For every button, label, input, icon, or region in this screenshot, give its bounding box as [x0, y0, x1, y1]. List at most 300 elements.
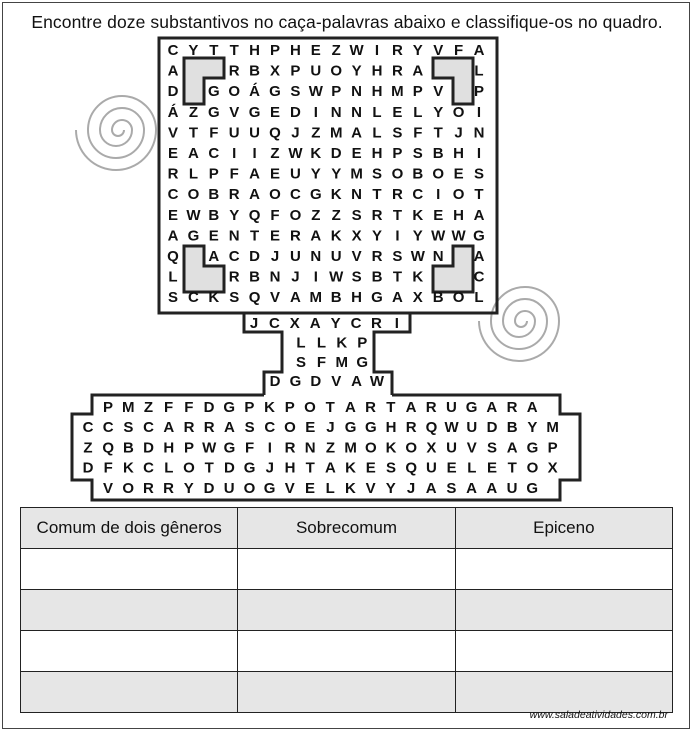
grid-letter: X: [269, 62, 281, 80]
grid-letter: Q: [269, 124, 281, 142]
grid-letter: A: [208, 248, 220, 265]
grid-letter: E: [433, 206, 444, 224]
grid-letter: L: [467, 459, 477, 477]
grid-letter: L: [325, 479, 335, 497]
grid-letter: G: [465, 399, 478, 416]
grid-letter: A: [289, 289, 301, 307]
grid-letter: Y: [371, 227, 383, 245]
instruction-text: Encontre doze substantivos no caça-palavras abaixo e classifique-os no quadro.: [31, 12, 663, 32]
grid-letter: C: [412, 186, 424, 204]
grid-letter: D: [203, 399, 215, 416]
grid-letter: Y: [183, 479, 194, 497]
grid-letter: H: [284, 459, 296, 477]
grid-letter: L: [372, 103, 382, 121]
grid-letter: R: [167, 165, 179, 183]
grid-letter: R: [228, 62, 240, 80]
spiral-decoration-right: [479, 287, 559, 361]
grid-letter: P: [357, 334, 368, 352]
grid-letter: L: [413, 103, 423, 121]
table-row: [21, 590, 673, 631]
grid-letter: X: [412, 289, 423, 307]
grid-letter: P: [290, 62, 301, 80]
grid-letter: W: [202, 439, 217, 457]
table-cell[interactable]: [455, 631, 672, 672]
grid-letter: A: [412, 62, 424, 80]
grid-letter: P: [269, 42, 281, 59]
table-cell[interactable]: [21, 549, 238, 590]
grid-letter: H: [371, 62, 383, 80]
grid-letter: S: [392, 124, 403, 142]
grid-letter: U: [223, 479, 235, 497]
grid-letter: O: [526, 459, 539, 477]
grid-letter: D: [223, 459, 235, 477]
grid-letter: S: [229, 289, 240, 307]
grid-letter: R: [163, 479, 175, 497]
table-cell[interactable]: [21, 672, 238, 713]
grid-letter: T: [392, 206, 402, 224]
grid-letter: M: [309, 289, 323, 307]
grid-letter: W: [369, 373, 385, 391]
grid-letter: Y: [527, 419, 538, 437]
grid-letter: I: [476, 103, 482, 121]
grid-letter: C: [143, 459, 155, 477]
grid-letter: D: [486, 419, 498, 437]
grid-letter: D: [269, 373, 281, 391]
grid-letter: S: [412, 145, 423, 162]
grid-letter: F: [103, 459, 113, 477]
grid-letter: G: [309, 186, 322, 204]
grid-letter: B: [122, 439, 134, 457]
grid-letter: G: [187, 227, 200, 245]
grid-letter: K: [344, 479, 356, 497]
grid-letter: Y: [351, 62, 362, 80]
grid-letter: O: [432, 165, 445, 183]
grid-letter: S: [295, 353, 307, 371]
grid-letter: S: [123, 419, 134, 437]
grid-letter: O: [304, 399, 316, 416]
grid-letter: J: [326, 419, 335, 437]
grid-letter: J: [249, 315, 259, 332]
grid-letter: G: [269, 83, 281, 101]
grid-letter: A: [249, 186, 261, 204]
grid-letter: R: [142, 479, 154, 497]
grid-letter: S: [167, 289, 179, 307]
grid-letter: M: [391, 83, 404, 101]
grid-letter: I: [395, 227, 400, 245]
grid-letter: A: [187, 145, 199, 162]
grid-letter: E: [269, 103, 281, 121]
grid-letter: Y: [331, 165, 342, 183]
grid-letter: R: [228, 186, 240, 204]
grid-letter: V: [466, 439, 477, 457]
grid-letter: V: [102, 479, 114, 497]
grid-letter: A: [506, 439, 518, 457]
grid-letter: K: [345, 459, 357, 477]
grid-letter: E: [351, 145, 362, 162]
grid-letter: D: [82, 459, 94, 477]
grid-letter: U: [330, 248, 342, 265]
grid-letter: W: [329, 268, 344, 286]
grid-letter: C: [102, 419, 114, 437]
grid-letter: T: [209, 42, 219, 59]
grid-letter: D: [249, 248, 261, 265]
grid-letter: G: [207, 103, 220, 121]
grid-letter: P: [392, 145, 403, 162]
grid-letter: S: [371, 165, 383, 183]
grid-letter: K: [310, 145, 322, 162]
grid-letter: I: [232, 145, 237, 162]
grid-letter: V: [284, 479, 295, 497]
grid-letter: W: [410, 248, 425, 265]
grid-letter: A: [167, 62, 179, 80]
grid-letter: I: [374, 42, 380, 59]
grid-letter: K: [208, 289, 220, 307]
grid-letter: N: [351, 83, 363, 101]
grid-letter: H: [453, 145, 465, 162]
grid-letter: R: [405, 419, 417, 437]
grid-letter: N: [269, 268, 281, 286]
grid-letter: D: [330, 145, 342, 162]
grid-letter: D: [310, 373, 322, 391]
grid-letter: G: [223, 439, 236, 457]
grid-letter: B: [249, 62, 261, 80]
grid-letter: A: [425, 479, 437, 497]
grid-letter: H: [163, 439, 175, 457]
grid-letter: X: [289, 315, 300, 332]
grid-letter: E: [304, 479, 316, 497]
grid-letter: K: [330, 227, 342, 245]
grid-letter: G: [364, 419, 377, 437]
grid-letter: P: [412, 83, 423, 101]
grid-letter: C: [350, 315, 362, 332]
grid-letter: K: [412, 206, 424, 224]
grid-letter: G: [223, 399, 236, 416]
grid-letter: R: [370, 315, 382, 332]
table-cell[interactable]: [455, 672, 672, 713]
grid-letter: Z: [325, 439, 335, 457]
grid-letter: F: [316, 353, 326, 371]
grid-letter: G: [356, 353, 369, 371]
grid-letter: R: [228, 268, 240, 286]
grid-letter: P: [331, 83, 342, 101]
table-cell[interactable]: [455, 590, 672, 631]
grid-letter: F: [184, 399, 194, 416]
grid-letter: G: [263, 479, 276, 497]
grid-letter: B: [412, 165, 424, 183]
grid-letter: L: [474, 62, 484, 80]
grid-letter: R: [371, 206, 383, 224]
grid-letter: R: [425, 399, 437, 416]
grid-letter: S: [446, 479, 457, 497]
grid-letter: D: [143, 439, 155, 457]
grid-letter: E: [167, 206, 179, 224]
grid-letter: O: [228, 83, 241, 101]
grid-letter: N: [228, 227, 240, 245]
grid-letter: E: [365, 459, 376, 477]
grid-letter: K: [385, 439, 397, 457]
grid-letter: I: [267, 439, 272, 457]
grid-letter: M: [344, 439, 357, 457]
grid-letter: M: [350, 165, 363, 183]
grid-letter: P: [183, 439, 195, 457]
grid-letter: C: [473, 268, 485, 286]
grid-letter: M: [546, 419, 559, 437]
grid-letter: B: [432, 289, 444, 307]
grid-letter: W: [288, 145, 303, 162]
grid-letter: D: [167, 83, 179, 101]
grid-letter: M: [335, 353, 349, 371]
grid-letter: M: [329, 124, 343, 142]
grid-letter: F: [229, 165, 239, 183]
grid-letter: A: [486, 399, 498, 416]
grid-letter: C: [208, 145, 220, 162]
grid-letter: O: [284, 419, 296, 437]
grid-letter: G: [371, 289, 383, 307]
table-cell[interactable]: [21, 631, 238, 672]
grid-letter: A: [223, 419, 235, 437]
grid-letter: F: [413, 124, 423, 142]
grid-letter: A: [310, 227, 322, 245]
grid-letter: O: [452, 289, 465, 307]
grid-letter: R: [284, 439, 296, 457]
grid-letter: V: [351, 248, 362, 265]
grid-letter: I: [252, 145, 257, 162]
grid-letter: E: [453, 165, 464, 183]
grid-letter: Y: [412, 227, 423, 245]
grid-letter: V: [269, 289, 281, 307]
grid-letter: C: [143, 419, 155, 437]
grid-letter: H: [453, 206, 465, 224]
grid-letter: K: [122, 459, 134, 477]
grid-letter: R: [391, 186, 403, 204]
grid-letter: S: [351, 206, 362, 224]
letter-grid: [83, 42, 559, 497]
header-comum-de-dois-generos: Comum de dois gêneros: [21, 508, 238, 549]
table-cell[interactable]: [238, 672, 455, 713]
grid-letter: R: [371, 248, 383, 265]
grid-letter: O: [405, 439, 418, 457]
grid-letter: M: [121, 399, 135, 416]
grid-letter: U: [445, 399, 457, 416]
grid-letter: B: [208, 186, 220, 204]
grid-letter: W: [308, 83, 323, 101]
grid-letter: Y: [229, 206, 240, 224]
grid-letter: U: [506, 479, 518, 497]
grid-letter: B: [330, 289, 342, 307]
grid-letter: O: [391, 165, 404, 183]
grid-letter: E: [305, 419, 316, 437]
grid-letter: C: [167, 42, 179, 59]
grid-letter: K: [412, 268, 424, 286]
grid-letter: C: [268, 315, 280, 332]
grid-letter: A: [405, 399, 417, 416]
table-cell[interactable]: [21, 590, 238, 631]
grid-letter: N: [310, 248, 322, 265]
grid-letter: W: [431, 227, 446, 245]
grid-letter: U: [446, 439, 458, 457]
grid-letter: H: [249, 42, 261, 59]
grid-letter: T: [386, 399, 396, 416]
header-sobrecomum: Sobrecomum: [238, 508, 455, 549]
grid-letter: Y: [433, 103, 444, 121]
grid-letter: R: [391, 62, 403, 80]
grid-letter: F: [454, 42, 464, 59]
grid-letter: W: [186, 206, 201, 224]
grid-letter: V: [331, 373, 342, 391]
grid-letter: R: [365, 399, 377, 416]
grid-letter: K: [330, 186, 342, 204]
grid-letter: A: [249, 165, 261, 183]
grid-letter: S: [473, 165, 485, 183]
grid-letter: E: [486, 459, 498, 477]
grid-letter: F: [209, 124, 219, 142]
grid-letter: Á: [249, 83, 261, 101]
grid-letter: K: [336, 334, 348, 352]
grid-letter: G: [207, 83, 220, 101]
grid-letter: H: [371, 83, 383, 101]
table-header-row: [21, 508, 673, 549]
grid-letter: J: [265, 459, 274, 477]
grid-letter: A: [473, 42, 485, 59]
grid-letter: T: [392, 268, 402, 286]
grid-letter: P: [208, 165, 219, 183]
grid-letter: E: [446, 459, 457, 477]
grid-letter: D: [203, 479, 215, 497]
grid-letter: G: [289, 373, 302, 391]
table-cell[interactable]: [455, 549, 672, 590]
grid-letter: R: [391, 42, 403, 59]
grid-letter: A: [351, 373, 363, 391]
grid-letter: G: [473, 227, 485, 245]
grid-letter: F: [270, 206, 280, 224]
grid-letter: P: [547, 439, 558, 457]
grid-letter: A: [351, 124, 363, 142]
grid-letter: O: [269, 186, 281, 204]
grid-letter: J: [406, 479, 416, 497]
grid-letter: S: [392, 248, 403, 265]
grid-letter: H: [351, 289, 363, 307]
grid-letter: R: [506, 399, 518, 416]
grid-letter: U: [466, 419, 478, 437]
grid-letter: Q: [405, 459, 418, 477]
grid-letter: I: [476, 145, 482, 162]
grid-letter: P: [102, 399, 114, 416]
grid-letter: H: [289, 42, 301, 59]
grid-letter: U: [289, 248, 301, 265]
grid-letter: R: [183, 419, 195, 437]
grid-letter: U: [289, 165, 301, 183]
grid-letter: Z: [331, 206, 341, 224]
grid-letter: Á: [167, 103, 179, 121]
grid-letter: Z: [188, 103, 198, 121]
grid-letter: B: [371, 268, 383, 286]
grid-letter: C: [167, 186, 179, 204]
grid-letter: V: [229, 103, 240, 121]
grid-letter: A: [526, 399, 538, 416]
grid-letter: I: [313, 268, 318, 286]
grid-letter: F: [164, 399, 174, 416]
grid-letter: P: [284, 399, 295, 416]
grid-letter: E: [269, 227, 281, 245]
grid-letter: T: [433, 124, 443, 142]
grid-letter: G: [248, 103, 261, 121]
grid-letter: U: [228, 124, 240, 142]
grid-letter: I: [313, 103, 318, 121]
grid-letter: J: [454, 124, 463, 142]
grid-letter: X: [351, 227, 362, 245]
grid-letter: N: [330, 103, 342, 121]
grid-letter: Z: [270, 145, 280, 162]
grid-letter: V: [365, 479, 376, 497]
table-row: [21, 672, 673, 713]
grid-letter: E: [269, 165, 281, 183]
grid-letter: V: [433, 83, 444, 101]
table-cell[interactable]: [238, 590, 455, 631]
grid-letter: E: [392, 103, 403, 121]
grid-letter: N: [351, 186, 363, 204]
corner-notches: [184, 58, 473, 292]
grid-letter: O: [452, 186, 465, 204]
grid-letter: Z: [331, 42, 341, 59]
grid-letter: L: [316, 334, 326, 352]
grid-letter: N: [473, 124, 485, 142]
grid-letter: Y: [412, 42, 423, 59]
grid-letter: U: [249, 124, 261, 142]
grid-letter: B: [432, 145, 444, 162]
grid-letter: G: [243, 459, 256, 477]
grid-letter: T: [188, 124, 198, 142]
grid-letter: Y: [310, 165, 321, 183]
grid-letter: N: [432, 248, 444, 265]
grid-letter: C: [289, 186, 301, 204]
grid-letter: U: [425, 459, 437, 477]
grid-letter: U: [310, 62, 322, 80]
grid-letter: O: [330, 62, 343, 80]
table-cell[interactable]: [238, 631, 455, 672]
grid-letter: X: [426, 439, 437, 457]
grid-letter: D: [289, 103, 301, 121]
grid-letter: E: [167, 145, 179, 162]
grid-letter: P: [244, 399, 255, 416]
table-cell[interactable]: [238, 549, 455, 590]
grid-letter: K: [264, 399, 276, 416]
grid-letter: A: [473, 206, 485, 224]
grid-letter: W: [349, 42, 364, 59]
grid-letter: E: [208, 227, 219, 245]
grid-letter: Y: [188, 42, 199, 59]
grid-letter: A: [486, 479, 498, 497]
grid-letter: A: [324, 459, 336, 477]
grid-letter: Q: [248, 289, 261, 307]
grid-letter: A: [391, 289, 403, 307]
grid-letter: T: [507, 459, 517, 477]
grid-letter: L: [372, 124, 382, 142]
grid-letter: N: [351, 103, 363, 121]
grid-letter: B: [506, 419, 518, 437]
table-row: [21, 549, 673, 590]
grid-letter: C: [187, 289, 199, 307]
grid-letter: P: [473, 83, 485, 101]
grid-letter: J: [291, 124, 300, 142]
header-epiceno: Epiceno: [455, 508, 672, 549]
grid-letter: O: [452, 103, 465, 121]
grid-letter: O: [122, 479, 135, 497]
grid-letter: W: [451, 227, 466, 245]
grid-letter: I: [436, 186, 441, 204]
grid-letter: T: [229, 42, 239, 59]
grid-letter: I: [394, 315, 399, 332]
grid-letter: A: [167, 227, 179, 245]
